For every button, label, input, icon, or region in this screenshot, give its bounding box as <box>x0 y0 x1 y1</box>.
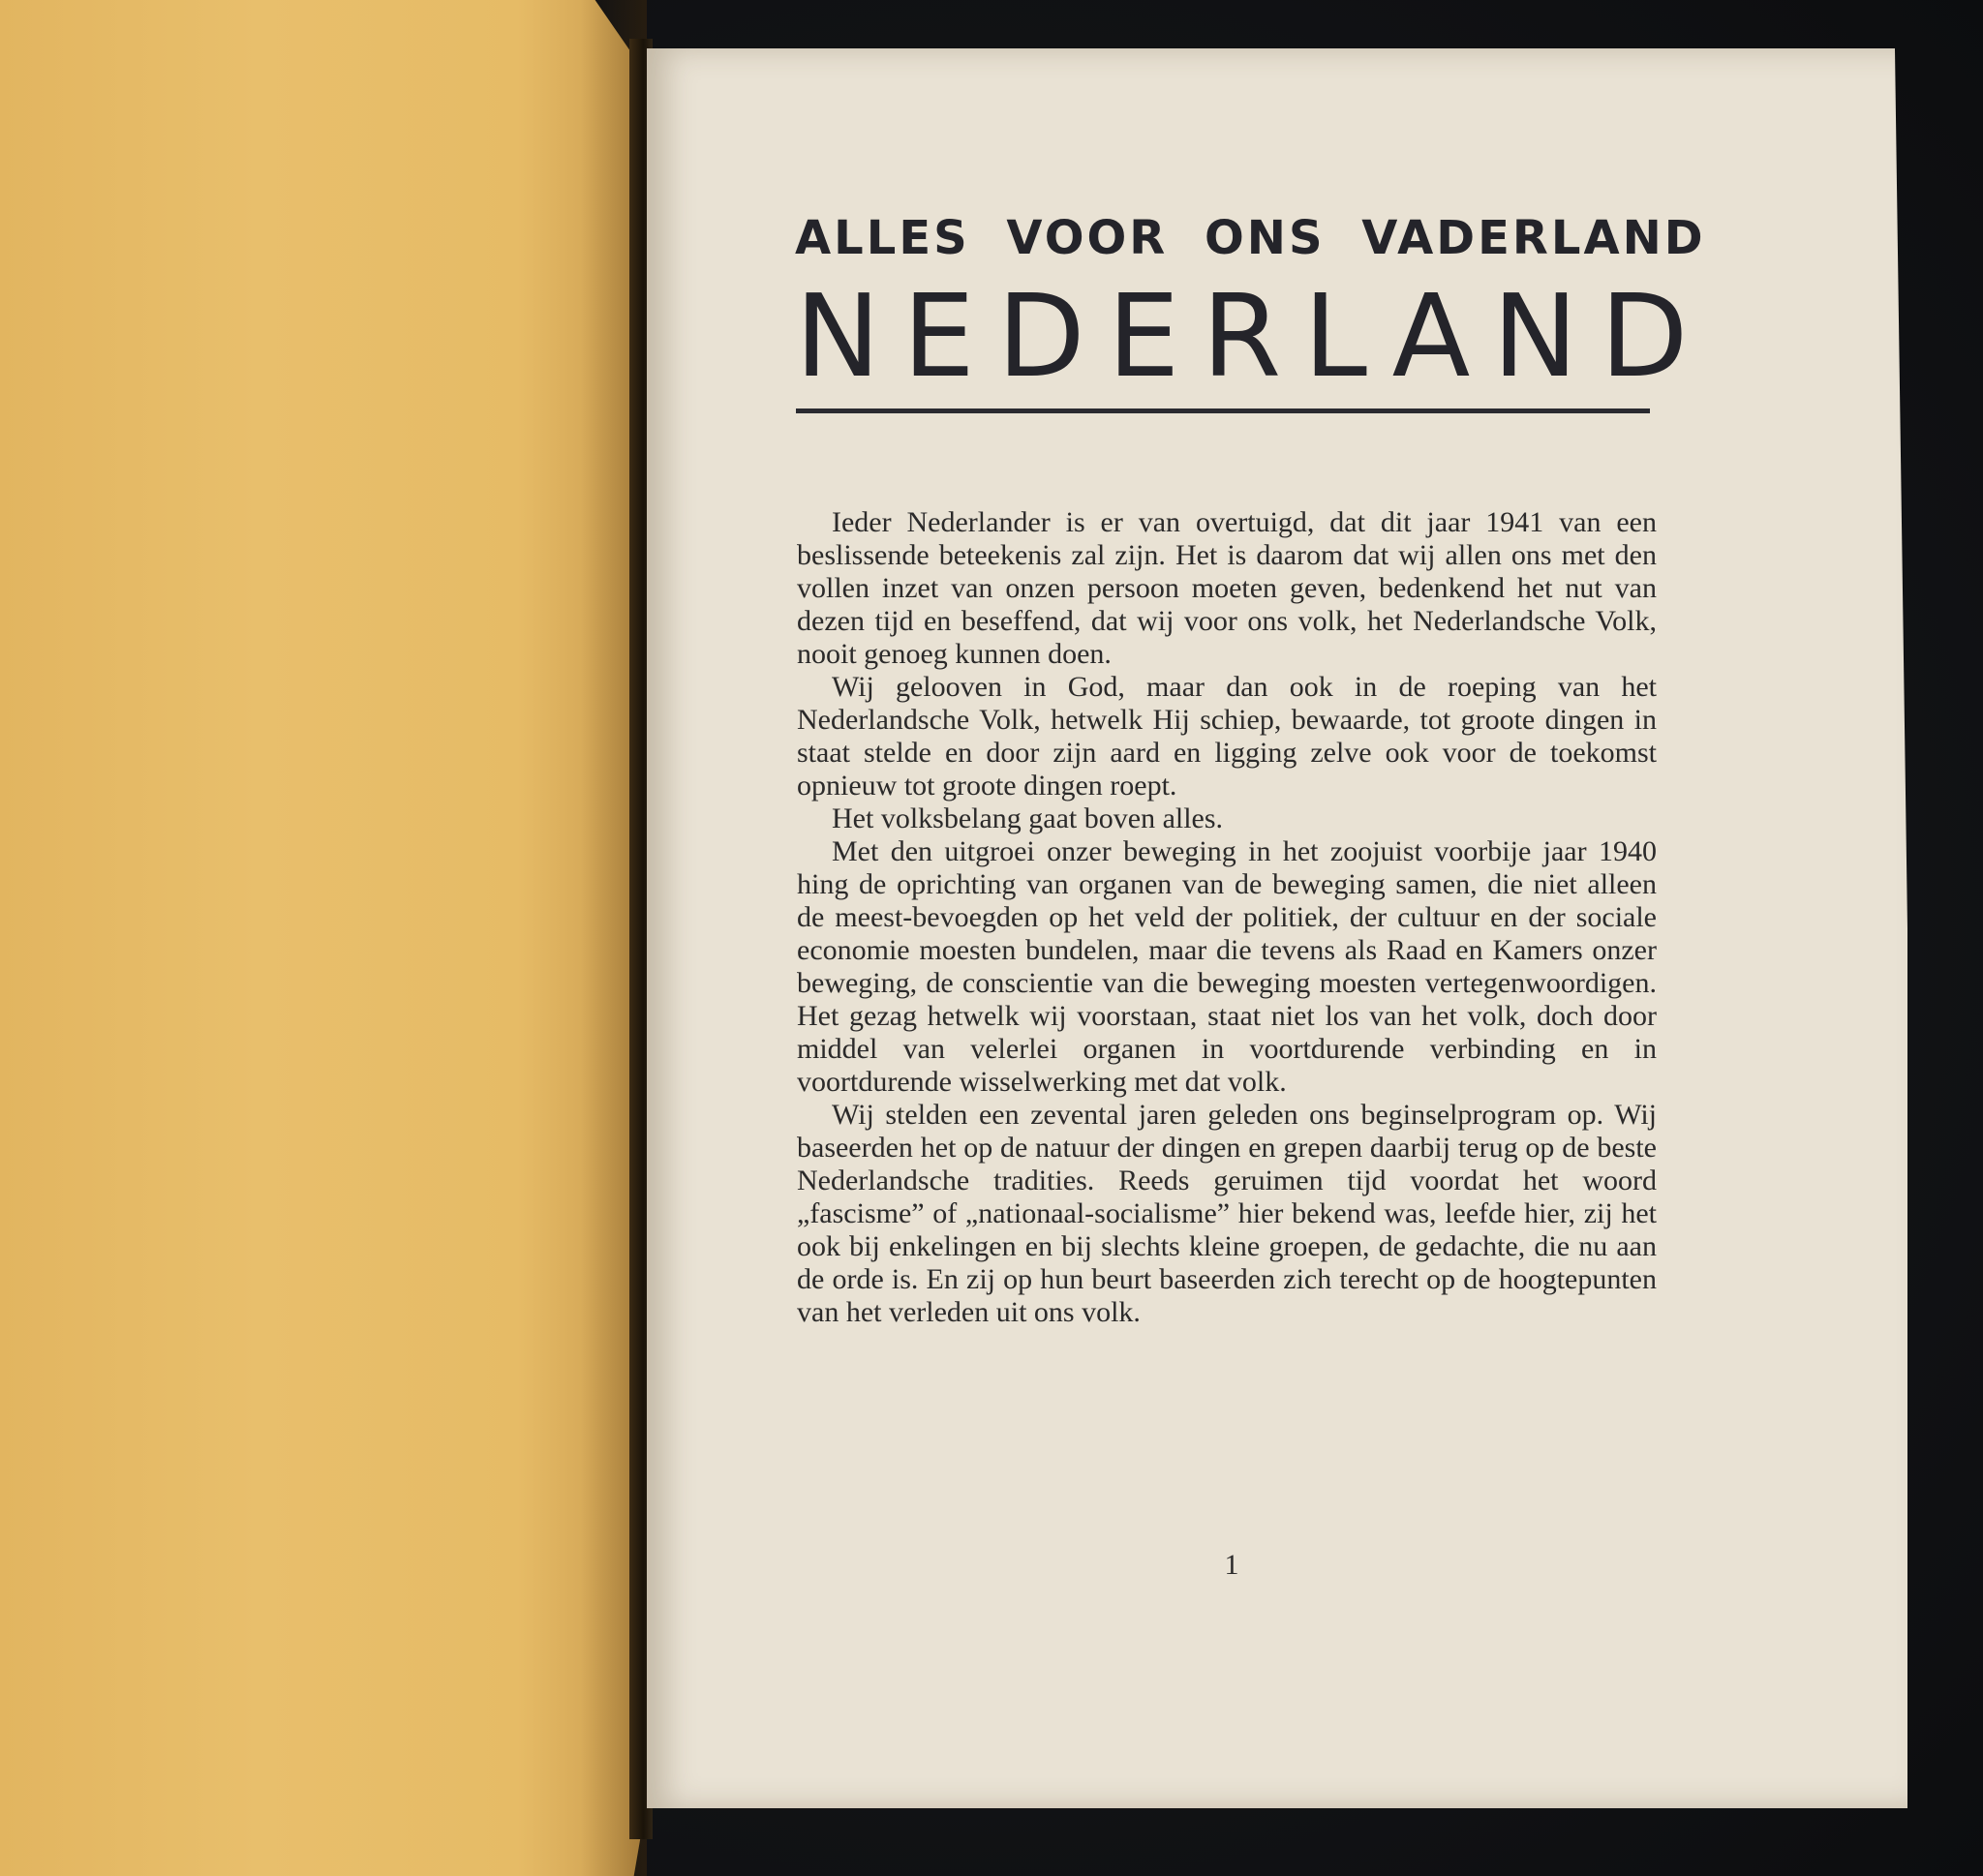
paragraph-1: Ieder Nederlander is er van overtuigd, dat dit jaar 1941 van een beslissende beteekenis zal zijn. Het is daarom dat wij allen ons met den vollen inzet van onzen persoon moeten geven, bedenkend het nut van dezen tijd en beseffend, dat wij voor ons volk, het Nederlandsche Volk, nooit genoeg kunnen doen. <box>797 506 1657 670</box>
page-number: 1 <box>1224 1549 1239 1581</box>
title-underline-rule <box>796 408 1650 413</box>
page-subtitle-heading: ALLES VOOR ONS VADERLAND <box>795 211 1706 265</box>
paragraph-5: Wij stelden een zevental jaren geleden ons beginselprogram op. Wij baseerden het op de natuur der dingen en grepen daarbij terug op de beste Nederlandsche tradities. Reeds geruimen tijd voordat het woord „fascisme” of „nationaal-socialisme” hier bekend was, leefde hier, zij het ook bij enkelingen en bij slechts kleine groepen, de gedachte, die nu aan de orde is. En zij op hun beurt baseerden zich terecht op de hoogtepunten van het verleden uit ons volk. <box>797 1099 1657 1328</box>
page-title-heading: NEDERLAND <box>795 269 1711 403</box>
body-text <box>797 506 1657 1329</box>
paragraph-3: Het volksbelang gaat boven alles. <box>832 802 1224 834</box>
paragraph-4: Met den uitgroei onzer beweging in het zoojuist voorbije jaar 1940 hing de oprichting van organen van de beweging samen, die niet alleen de meest-bevoegden op het veld der politiek, der cultuur en der sociale economie moesten bundelen, maar die tevens als Raad en Kamers onzer beweging, de conscientie van die beweging moesten vertegenwoordigen. Het gezag hetwelk wij voorstaan, staat niet los van het volk, doch door middel van velerlei organen in voortdurende verbinding en in voortdurende wisselwerking met dat volk. <box>797 835 1657 1098</box>
left-page-blank <box>0 0 647 1876</box>
paragraph-2: Wij gelooven in God, maar dan ook in de roeping van het Nederlandsche Volk, hetwelk Hij schiep, bewaarde, tot groote dingen in staat stelde en door zijn aard en ligging zelve ook voor de toekomst opnieuw tot groote dingen roept. <box>797 671 1657 802</box>
